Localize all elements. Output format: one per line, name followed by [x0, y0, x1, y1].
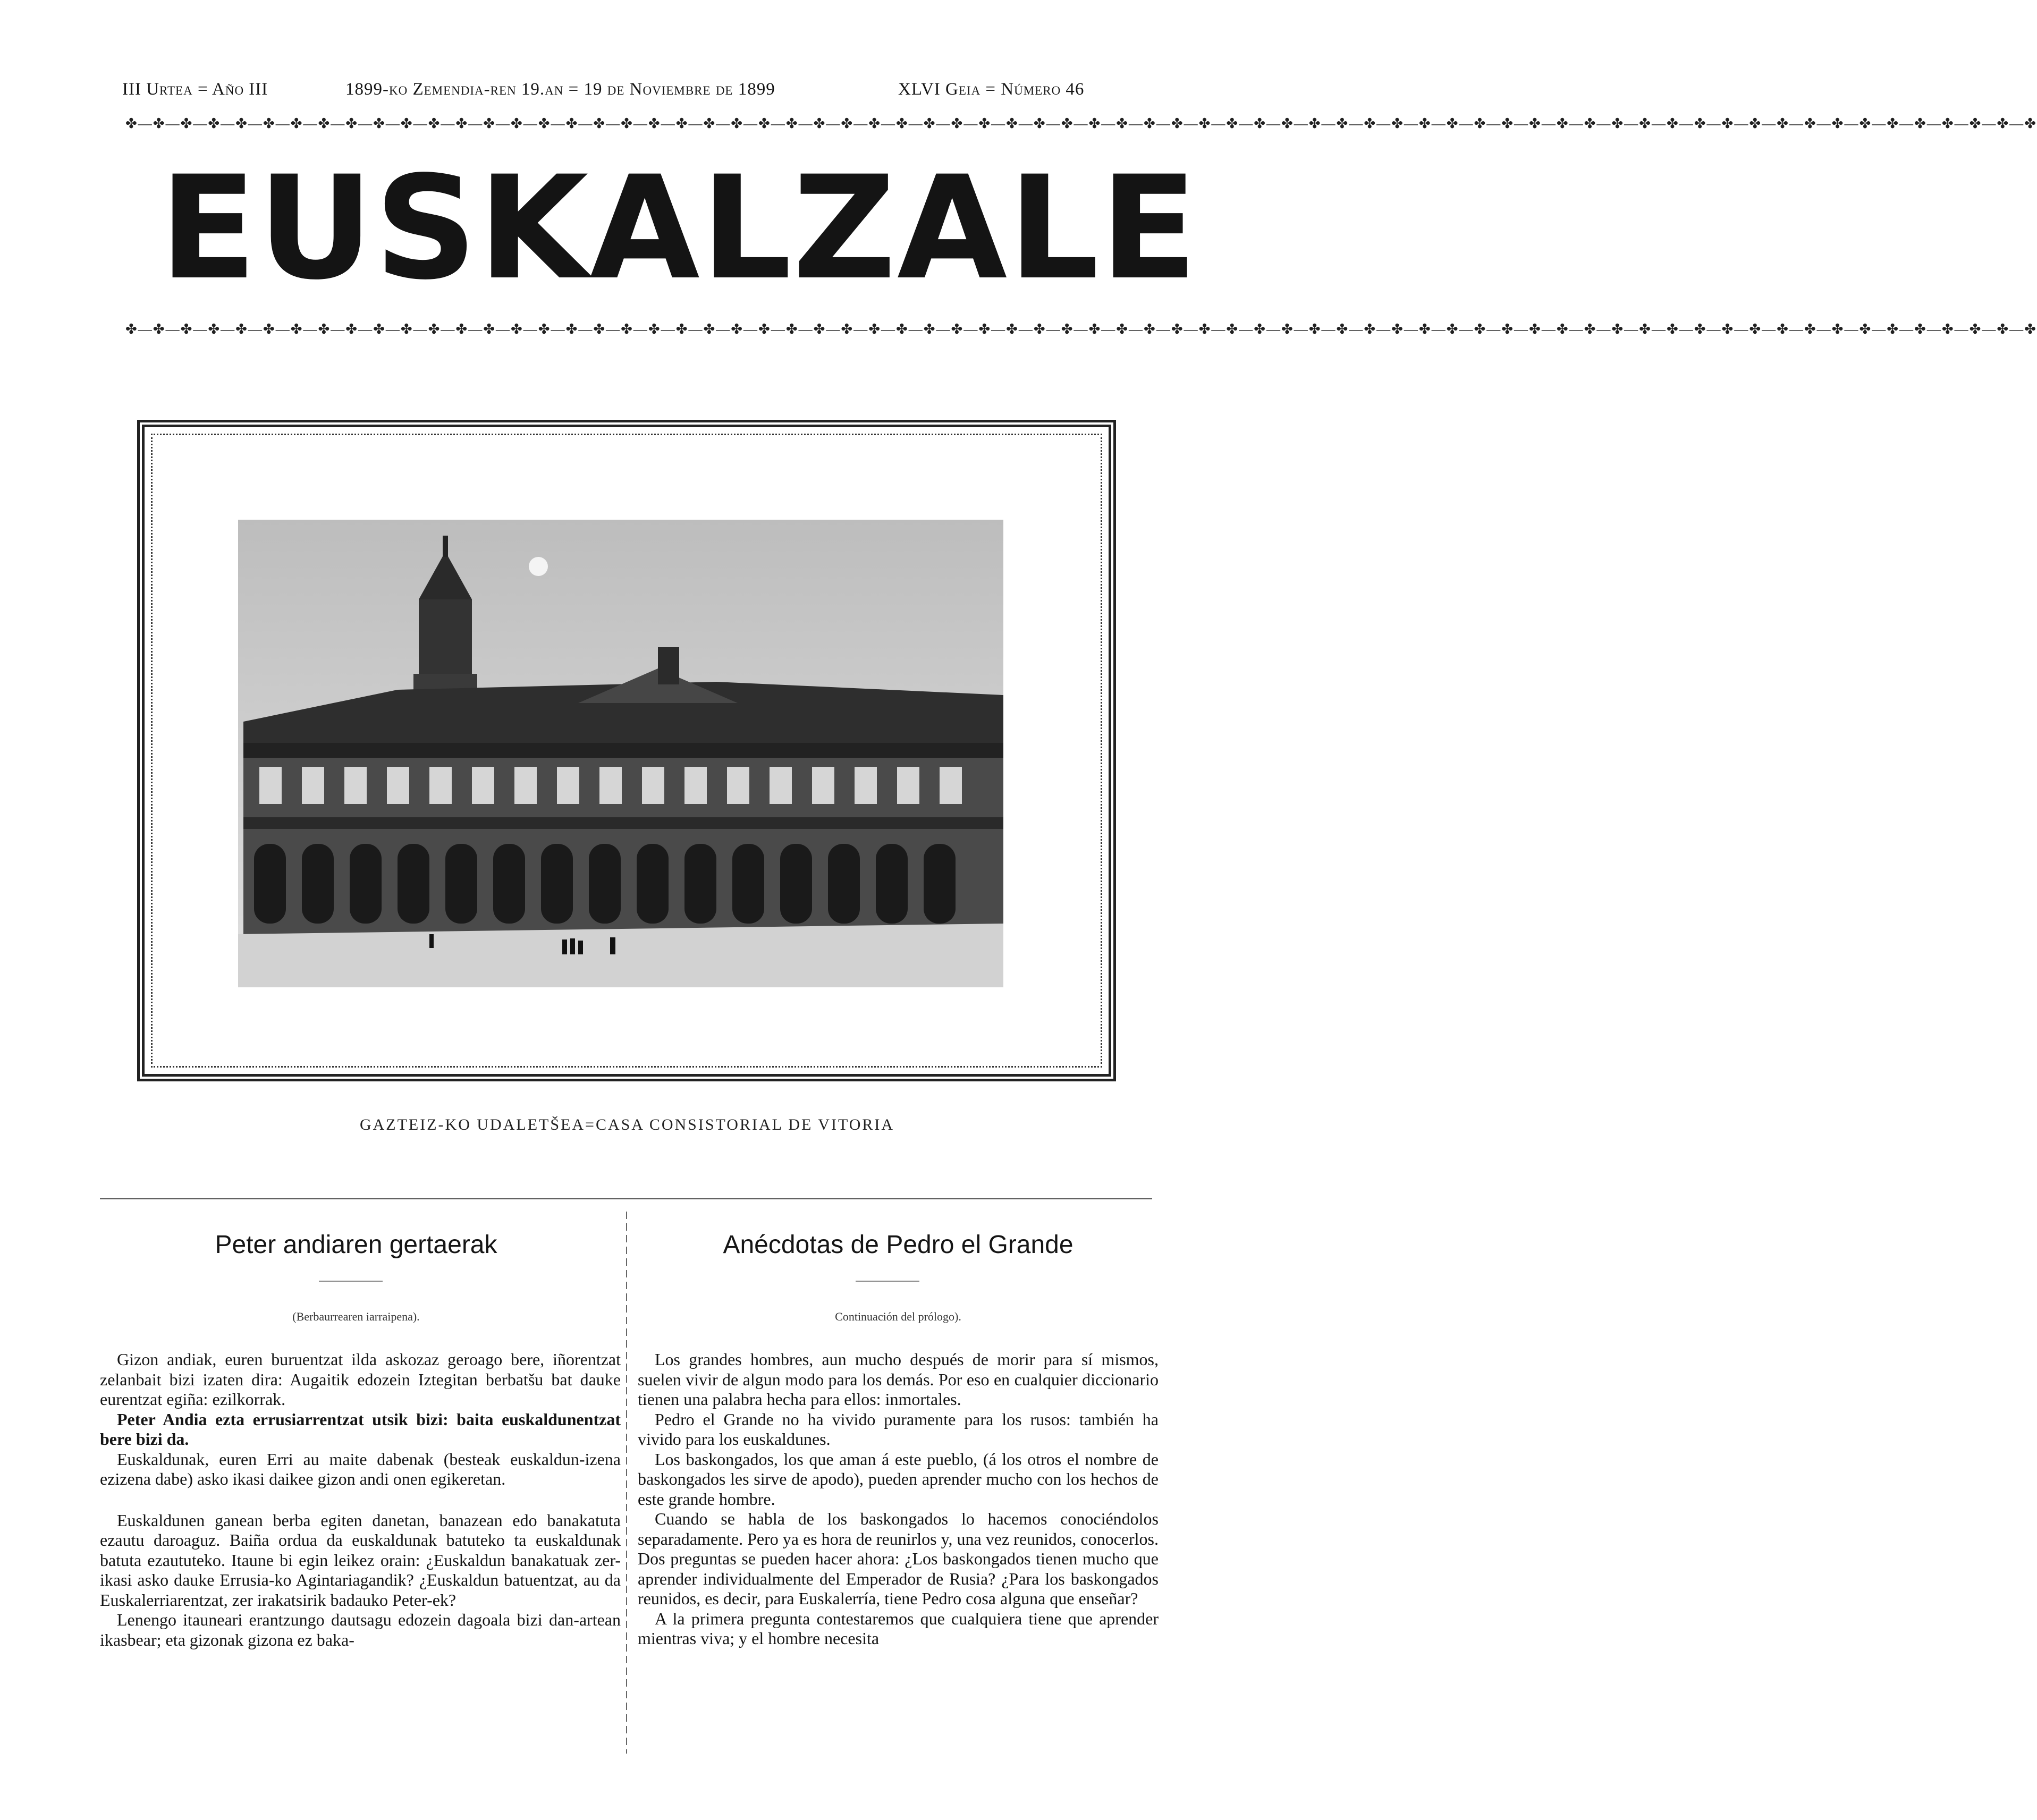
column-divider [626, 1212, 627, 1754]
right-paragraph: A la primera pregunta contestaremos que cualquiera tiene que aprender mientras viva; y el hombre necesita [638, 1609, 1159, 1648]
left-column-body [100, 1350, 621, 1650]
left-column-title: Peter andiaren gertaerak [215, 1231, 497, 1259]
issue-header [122, 80, 1159, 106]
town-hall-photo [238, 520, 1003, 987]
right-paragraph: Los grandes hombres, aun mucho después de morir para sí mismos, suelen vivir de algun modo para los demás. Por eso en cualquier diccionario tienen una palabra hecha para ellos: inmortales. [638, 1350, 1159, 1409]
ornament-band-top: ✤—✤—✤—✤—✤—✤—✤—✤—✤—✤—✤—✤—✤—✤—✤—✤—✤—✤—✤—✤—✤—✤—✤—✤—✤—✤—✤—✤—✤—✤—✤—✤—✤—✤—✤—✤—✤—✤—✤—✤—✤—✤—✤—✤—✤—✤—✤—✤—✤—✤—✤—✤—✤—✤—✤—✤—✤—✤—✤—✤—✤—✤—✤—✤—✤—✤—✤—✤—✤—✤ [125, 116, 2037, 131]
issue-number: XLVI Geia = Número 46 [898, 80, 1085, 99]
left-column-subtitle: (Berbaurrearen iarraipena). [292, 1310, 420, 1323]
issue-year: III Urtea = Año III [122, 80, 268, 99]
right-paragraph: Los baskongados, los que aman á este pueblo, (á los otros el nombre de baskongados les sirve de apodo), pueden aprender mucho con los hechos de este grande hombre. [638, 1449, 1159, 1509]
right-paragraph: Cuando se habla de los baskongados lo hacemos conociéndolos separadamente. Pero ya es hora de reunirlos y, una vez reunidos, conocerlos. Dos preguntas se pueden hacer ahora: ¿Los baskongados tienen mucho que aprender individualmente del Emperador de Rusia? ¿Para los baskongados reunidos, es decir, para Euskalerría, tiene Pedro cosa alguna que enseñar? [638, 1509, 1159, 1608]
right-column-title: Anécdotas de Pedro el Grande [723, 1231, 1074, 1259]
left-title-rule [319, 1281, 383, 1282]
left-paragraph: Euskaldunak, euren Erri au maite dabenak (besteak euskaldun-izena ezizena dabe) asko ikasi daikee gizon andi onen egikeretan. [100, 1449, 621, 1488]
right-column-subtitle: Continuación del prólogo). [835, 1310, 961, 1323]
masthead-title: EUSKALZALE [159, 146, 1199, 311]
ornament-band-bottom: ✤—✤—✤—✤—✤—✤—✤—✤—✤—✤—✤—✤—✤—✤—✤—✤—✤—✤—✤—✤—✤—✤—✤—✤—✤—✤—✤—✤—✤—✤—✤—✤—✤—✤—✤—✤—✤—✤—✤—✤—✤—✤—✤—✤—✤—✤—✤—✤—✤—✤—✤—✤—✤—✤—✤—✤—✤—✤—✤—✤—✤—✤—✤—✤—✤—✤—✤—✤—✤—✤ [125, 321, 2037, 337]
right-title-rule [856, 1281, 919, 1282]
issue-date: 1899-ko Zemendia-ren 19.an = 19 de Noviembre de 1899 [345, 80, 775, 99]
right-paragraph: Pedro el Grande no ha vivido puramente para los rusos: también ha vivido para los euskaldunes. [638, 1409, 1159, 1449]
right-column-body [638, 1350, 1159, 1649]
left-paragraph: Lenengo itauneari erantzungo dautsagu edozein dagoala bizi dan-artean ikasbear; eta gizonak gizona ez baka- [100, 1610, 621, 1649]
left-paragraph: Gizon andiak, euren buruentzat ilda askozaz geroago bere, iñorentzat zelanbait bizi izaten dira: Augaitik edozein Iztegitan berbatšu bat dauke eurentzat egiña: ezilkorrak. [100, 1350, 621, 1409]
left-paragraph: Euskaldunen ganean berba egiten danetan, banazean edo banakatuta ezautu daroaguz. Baiña ordua da euskaldunak batuteko ta euskaldunak batuta ezaututeko. Itaune bi egin leikez orain: ¿Euskaldun banakatuak zer-ikasi asko dauke Errusia-ko Agintariagandik? ¿Euskaldun batuentzat, au da Euskalerriarentzat, zer irakatsirik badauko Peter-ek? [100, 1510, 621, 1610]
left-paragraph: Peter Andia ezta errusiarrentzat utsik bizi: baita euskaldunentzat bere bizi da. [100, 1409, 621, 1449]
photo-caption: GAZTEIZ-KO UDALETŠEA=CASA CONSISTORIAL DE VITORIA [359, 1116, 895, 1133]
section-rule [100, 1198, 1152, 1199]
